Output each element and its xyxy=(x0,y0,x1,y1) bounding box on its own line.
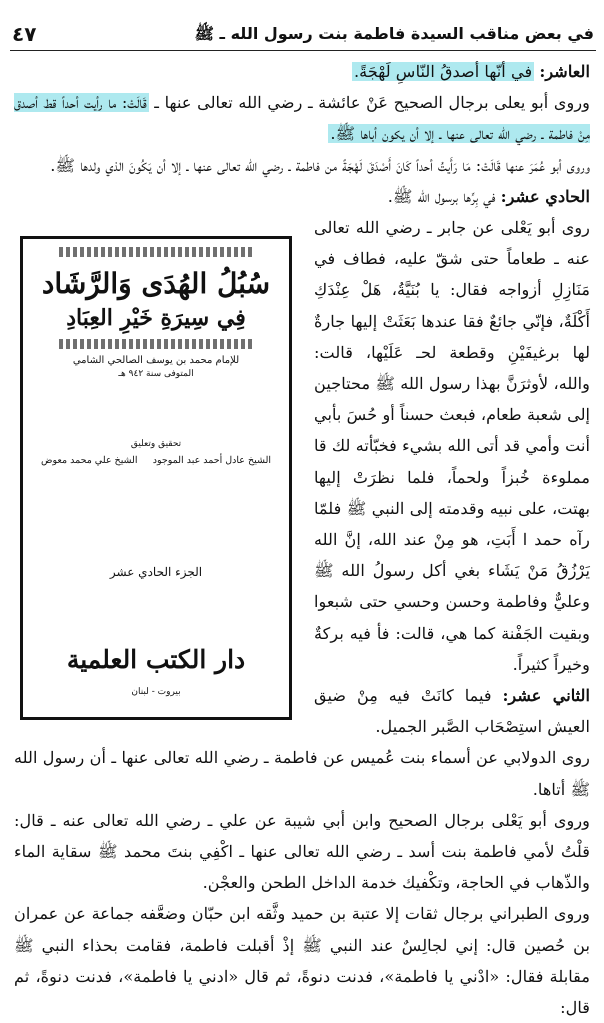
cover-publisher: دار الكتب العلمية xyxy=(66,645,246,674)
paragraph: وروى أبو عُمَرَ عنها قَالَتْ: مَا رَأَيتُ أحداً كَانَ أَصْدَقَ لَهْجَةً من فاطمة ـ رضي الله تعالى عنها ـ إلا أن يَكُونَ الذي ولدها ﷺ. xyxy=(50,155,590,175)
cover-editing-label: تحقيق وتعليق xyxy=(130,439,182,449)
ornament xyxy=(59,339,253,349)
paragraph: العاشر: في أنّها أصدقُ النّاسِ لَهْجَةً. xyxy=(354,62,590,81)
book-cover-image xyxy=(20,236,292,720)
page-number: ٤٧ xyxy=(12,22,37,46)
cover-died: المتوفى سنة ٩٤٢ هـ xyxy=(118,369,194,379)
cover-part: الجزء الحادي عشر xyxy=(109,565,203,579)
cover-editor-1: الشيخ عادل أحمد عبد الموجود xyxy=(152,455,271,466)
highlight: قَالَتْ: ما رأيت أحداً قط أصدق مِنْ فاطمة ـ رضي الله تعالى عنها ـ إلا أن يكون أباها ﷺ. xyxy=(14,93,590,144)
cover-author: للإمام محمد بن يوسف الصالحي الشامي xyxy=(72,355,240,366)
ornament xyxy=(59,247,253,257)
paragraph: الحادي عشر: في بِرِّها برسول الله ﷺ. xyxy=(387,186,590,206)
running-title: في بعض مناقب السيدة فاطمة بنت رسول الله ـ ﷺ xyxy=(194,24,594,43)
header-rule xyxy=(10,50,596,51)
highlight: في أنّها أصدقُ النّاسِ لَهْجَةً. xyxy=(354,62,533,81)
cover-title: سُبُلُ الهُدَى وَالرَّشَاد xyxy=(41,267,271,300)
cover-subtitle: فِي سِيرَةِ خَيْرِ العِبَادِ xyxy=(66,305,246,331)
paragraph: وروى أبو يعلى برجال الصحيح عَنْ عائشة ـ رضي الله تعالى عنها ـ قَالَتْ: ما رأيت أحداً قط أصدق مِنْ فاطمة ـ رضي الله تعالى عنها ـ إلا أن يكون أباها ﷺ. xyxy=(14,93,590,144)
cover-editor-2: الشيخ علي محمد معوض xyxy=(41,455,138,466)
paragraph: وروى أبو يَعْلى برجال الصحيح وابن أبي شيبة عن علي ـ رضي الله تعالى عنه ـ قال: قلْتُ لأمي فاطمة بنت أسد ـ رضي الله تعالى عنها ـ اكْفِي بنتَ محمد ﷺ سقاية الماء والذّهاب في الحاجة، وتكْفيك خدمة الداخل الطحن والعجْن. xyxy=(14,810,590,893)
paragraph: وروى الطبراني برجال ثقات إلا عتبة بن حميد وثَّقه ابن حبّان وضعَّفه جماعة عن عمران بن حُصين قال: إني لجالِسٌ عند النبي ﷺ إذْ أقبلت فاطمة، فقامت بحذاء النبي ﷺ مقابلة فقال: «ادْني يا فاطمة»، فدنت دنوةً، ثم قال «ادني يا فاطمة»، فدنت دنوةً، ثم قال: xyxy=(14,904,590,1018)
cover-city: بيروت - لبنان xyxy=(131,687,181,697)
paragraph: روى الدولابي عن أسماء بنت عُميس عن فاطمة ـ رضي الله تعالى عنها ـ أن رسول الله ﷺ أتاها. xyxy=(14,748,590,799)
page-header xyxy=(12,20,594,46)
paragraph: روى أبو يَعْلى عن جابر ـ رضي الله تعالى عنه ـ طعاماً حتى شقّ عليه، فطاف في مَنَازِلِ أزواجه فقال: يا بُنَيَّةُ، هَلْ عِنْدَكِ أَكْلَةٌ، فإنّي جائعٌ فقا عندها بَعَثَتْ إليها جارةٌ لها برغيفَيْنِ وقطعة لحـ عَلَيْها، قالت: والله، لأوثرَنَّ بهذا رسول الله ﷺ محتاجين إلى شعبة طعام، فبعث حسناً أو حُسَ بأبي أنت وأمي قد أتى الله بشيء فخبّأته لك قا مملوءة خُبزاً ولحماً، فلما نظرَتْ إليها بهتت، على نبيه وقدمته إلى النبي ﷺ فلمّا رآه حمد ا أَبَتِ، هو مِنْ عند الله، إنَّ الله يَرْزُقُ مَنْ يَشَاء بغي أكل رسولُ الله ﷺ وعليٌّ وفاطمة وحسن وحسي حتى شبعوا وبقيت الجَفْنة كما هي، قالت: فأ فيه بركةٌ وخيراً كثيراً. xyxy=(314,218,590,674)
paragraph: الثاني عشر: فيما كانَتْ فيه مِنْ ضيق العيش استِصْحَاب الصَّبر الجميل. xyxy=(314,686,590,737)
